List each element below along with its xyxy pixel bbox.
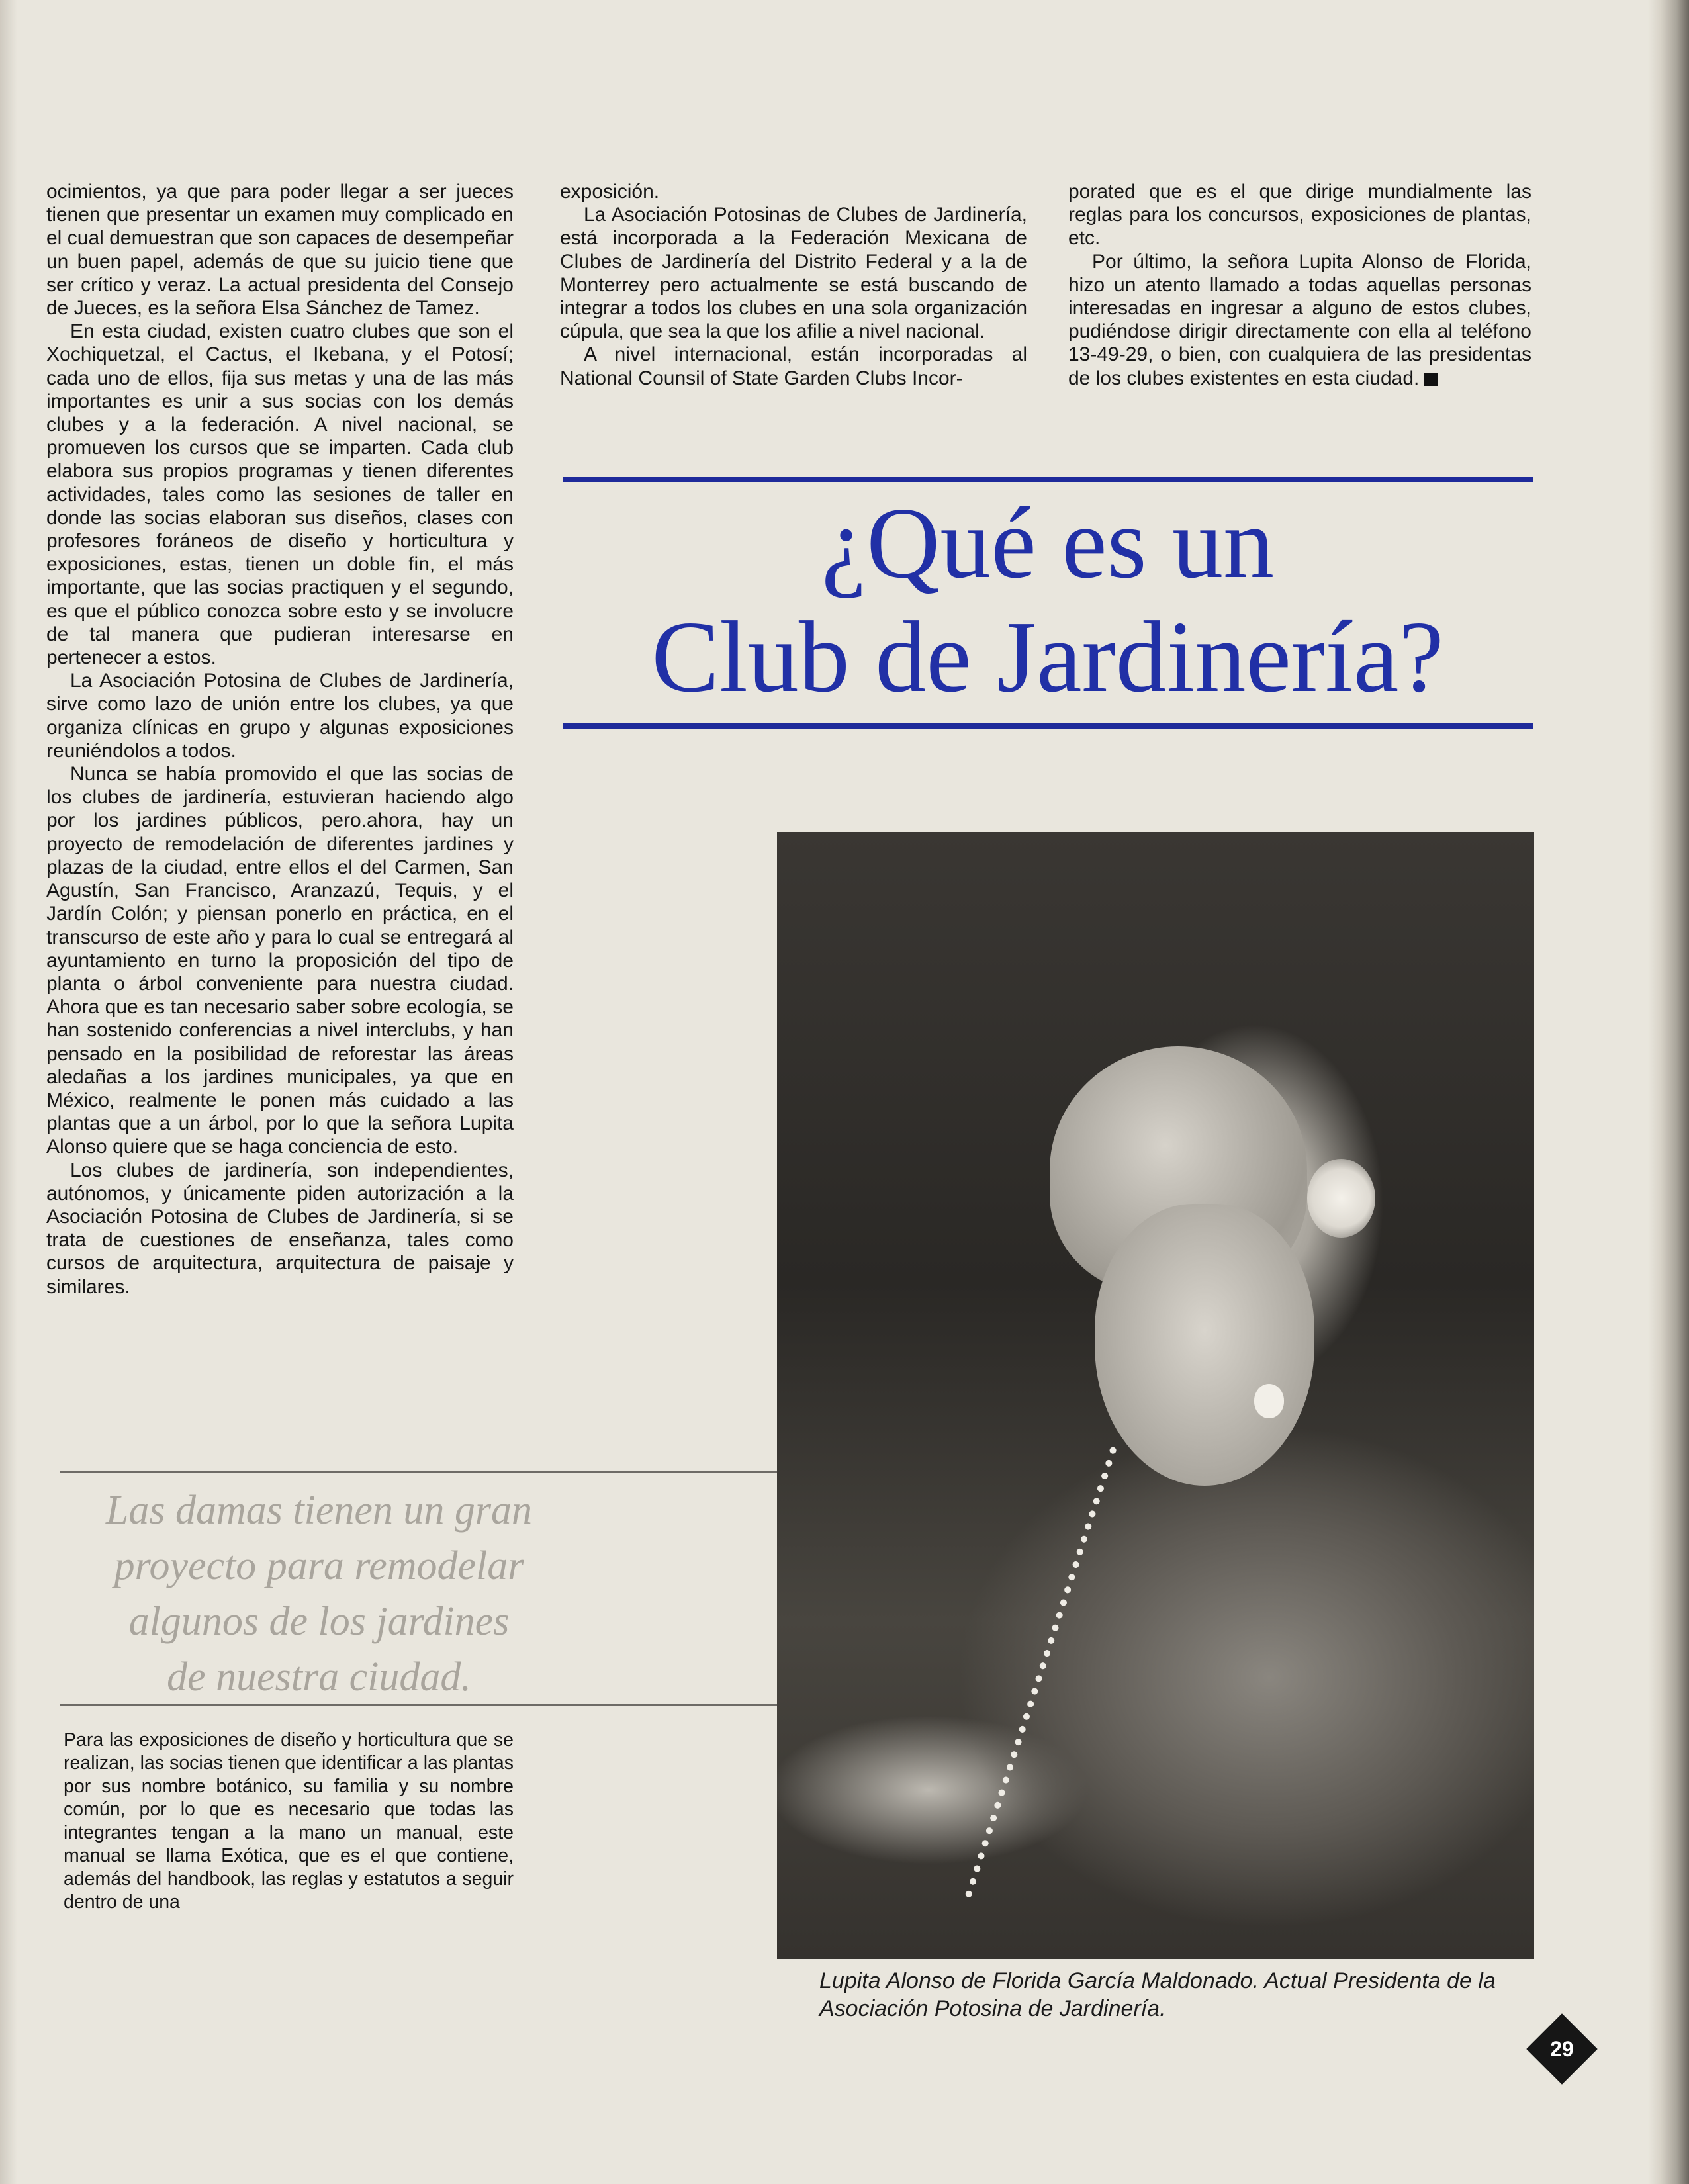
headline-rule-top — [563, 477, 1533, 482]
portrait-photo — [777, 832, 1534, 1959]
pullquote — [48, 1482, 590, 1705]
photo-flower-shape — [1307, 1159, 1375, 1238]
page-edge-left — [0, 0, 17, 2184]
paragraph: Para las exposiciones de diseño y horticultura que se realizan, las socias tienen que identificar a las plantas por sus nombre botánico, su familia y su nombre común, por lo que es necesario que todas las integrantes tengan a la mano un manual, este manual se llama Exótica, que es el que contiene, además del handbook, las reglas y estatutos a seguir dentro de una — [64, 1729, 514, 1913]
column-3 — [1068, 180, 1531, 390]
photo-caption: Lupita Alonso de Florida García Maldonado. Actual Presidenta de la Asociación Potosina de Jardinería. — [819, 1968, 1496, 2021]
page-number-badge — [1526, 2013, 1597, 2084]
pullquote-rule-bottom — [60, 1704, 777, 1706]
paragraph: La Asociación Potosinas de Clubes de Jardinería, está incorporada a la Federación Mexicana de Clubes de Jardinería del Distrito Federal y a la de Monterrey pero actualmente se está buscando de integrar a todos los clubes en una sola organización cúpula, que sea la que los afilie a nivel nacional. — [560, 204, 1027, 343]
page-number: 29 — [1550, 2037, 1574, 2061]
pullquote-line: proyecto para remodelar — [114, 1543, 524, 1588]
photo-earring-shape — [1254, 1384, 1285, 1418]
column-1-bottom — [64, 1729, 514, 1914]
headline-rule-bottom — [563, 723, 1533, 729]
headline-line: Club de Jardinería? — [651, 601, 1444, 713]
pullquote-line: de nuestra ciudad. — [167, 1655, 471, 1700]
pullquote-rule-top — [60, 1471, 777, 1473]
paragraph: A nivel internacional, están incorporadas al National Counsil of State Garden Clubs Incor- — [560, 343, 1027, 389]
paragraph-text: Por último, la señora Lupita Alonso de Florida, hizo un atento llamado a todas aquellas personas interesadas en ingresar a alguno de estos clubes, pudiéndose dirigir directamente con ella al teléfono 13-49-29, o bien, con cualquiera de las presidentas de los clubes existentes en esta ciudad. — [1068, 250, 1531, 389]
paragraph: Los clubes de jardinería, son independientes, autónomos, y únicamente piden autorización a la Asociación Potosina de Clubes de Jardinería, si se trata de cuestiones de enseñanza, tales como cursos de arquitectura, arquitectura de paisaje y similares. — [46, 1159, 514, 1298]
paragraph: ocimientos, ya que para poder llegar a ser jueces tienen que presentar un examen muy complicado en el cual demuestran que son capaces de desempeñar un buen papel, además de que su juicio tiene que ser crítico y veraz. La actual presidenta del Consejo de Jueces, es la señora Elsa Sánchez de Tamez. — [46, 181, 514, 320]
photo-face-shape — [1095, 1204, 1314, 1486]
paragraph: porated que es el que dirige mundialmente las reglas para los concursos, exposiciones de plantas, etc. — [1068, 181, 1531, 250]
photo-pearls-shape — [965, 1446, 1146, 1907]
pullquote-line: Las damas tienen un gran — [105, 1488, 533, 1533]
paragraph: La Asociación Potosina de Clubes de Jardinería, sirve como lazo de unión entre los clubes, ya que organiza clínicas en grupo y algunas exposiciones reuniéndolos a todos. — [46, 670, 514, 762]
paragraph: exposición. — [560, 181, 660, 203]
column-1 — [46, 180, 514, 1298]
headline-line: ¿Qué es un — [821, 487, 1275, 600]
paragraph: En esta ciudad, existen cuatro clubes que son el Xochiquetzal, el Cactus, el Ikebana, y el Potosí; cada uno de ellos, fija sus metas y una de las más importantes es unir a sus socias con los demás clubes y a la federación. A nivel nacional, se promueven los cursos que se imparten. Cada club elabora sus propios programas y tienen diferentes actividades, tales como las sesiones de taller en donde las socias elaboran sus diseños, clases con profesores foráneos de diseño y horticultura y exposiciones, estas, tienen un doble fin, el más importante, que las socias practiquen y el segundo, es que el público conozca sobre esto y se involucre de tal manera que pudieran interesarse en pertenecer a estos. — [46, 320, 514, 669]
paragraph-final — [1068, 250, 1531, 390]
paragraph: Nunca se había promovido el que las socias de los clubes de jardinería, estuvieran haciendo algo por los jardines públicos, pero.ahora, hay un proyecto de remodelación de diferentes jardines y plazas de la ciudad, entre ellos el del Carmen, San Agustín, San Francisco, Aranzazú, Tequis, y el Jardín Colón; y piensan ponerlo en práctica, en el transcurso de este año y para lo cual se entregará al ayuntamiento en turno la proposición del tipo de planta o árbol conveniente para nuestra ciudad. Ahora que es tan necesario saber sobre ecología, se han sostenido conferencias a nivel interclubs, y han pensado en la posibilidad de reforestar las áreas aledañas a los jardines municipales, ya que en México, realmente le ponen más cuidado a las plantas que a un árbol, por lo que la señora Lupita Alonso quiere que se haga conciencia de esto. — [46, 763, 514, 1158]
page-edge-right — [1648, 0, 1689, 2184]
pullquote-line: algunos de los jardines — [128, 1599, 510, 1644]
end-mark-icon — [1424, 373, 1438, 386]
column-2 — [560, 180, 1027, 390]
headline — [563, 486, 1533, 714]
